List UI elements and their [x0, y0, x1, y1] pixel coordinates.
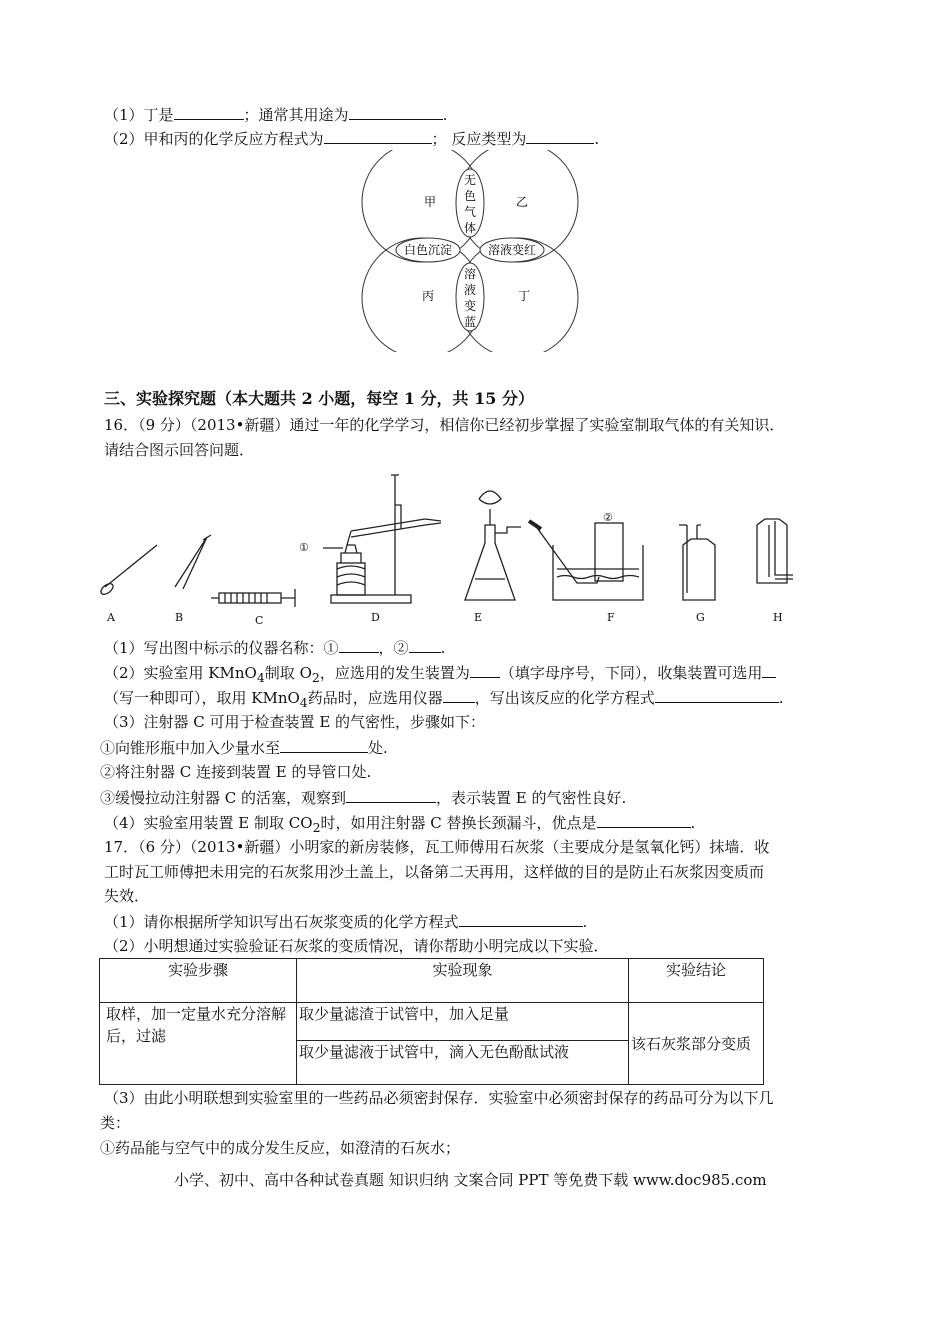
svg-text:H: H — [773, 611, 783, 624]
venn-label-bing: 丙 — [421, 289, 435, 303]
svg-text:G: G — [696, 611, 705, 624]
svg-text:体: 体 — [463, 221, 477, 235]
venn-label-jia: 甲 — [423, 195, 437, 209]
q15-part2: （2）甲和丙的化学反应方程式为 ； 反应类型为 . — [104, 127, 599, 150]
svg-text:F: F — [607, 611, 615, 624]
svg-text:B: B — [175, 611, 184, 624]
q16-step1: ①向锥形瓶中加入少量水至 处. — [100, 736, 388, 759]
gas-bottle-h — [757, 519, 793, 583]
svg-text:D: D — [371, 611, 380, 624]
q16-step3: ③缓慢拉动注射器 C 的活塞，观察到 ，表示装置 E 的气密性良好. — [100, 786, 626, 809]
water-trough-f — [529, 521, 643, 600]
svg-text:无: 无 — [463, 173, 477, 187]
q17-part3: （3）由此小明联想到实验室里的一些药品必须密封保存．实验室中必须密封保存的药品可分为以下几 — [104, 1089, 774, 1107]
venn-label-yi: 乙 — [515, 195, 529, 209]
q17-part3-item: ①药品能与空气中的成分发生反应，如澄清的石灰水； — [100, 1139, 461, 1157]
q16-part2-cont: （写一种即可），取用 KMnO$_4$药品时，应选用仪器 ，写出该反应的化学方程式 . — [104, 686, 784, 714]
venn-overlap-right: 溶液变红 — [487, 243, 537, 257]
svg-text:色: 色 — [463, 189, 477, 203]
svg-text:溶: 溶 — [463, 267, 477, 281]
apparatus-figure — [95, 465, 810, 630]
q16-part2: （2）实验室用 KMnO$_4$制取 $O_2$，应选用的发生装置为 （填字母序号，下同），收集装置可选用 — [104, 661, 776, 689]
marker-2: ② — [603, 511, 613, 524]
syringe-c — [211, 589, 295, 607]
answer-blank — [526, 127, 594, 144]
q16-step2: ②将注射器 C 连接到装置 E 的导管口处. — [100, 763, 372, 781]
venn-label-ding: 丁 — [517, 289, 531, 303]
table-header: 实验现象 — [297, 959, 629, 1003]
svg-text:变: 变 — [463, 299, 477, 313]
experiment-table — [99, 958, 764, 1085]
table-header: 实验结论 — [629, 959, 764, 1003]
page-footer: 小学、初中、高中各种试卷真题 知识归纳 文案合同 PPT 等免费下载 www.doc985.com — [174, 1171, 767, 1189]
gas-bottle-g — [679, 525, 715, 600]
venn-overlap-left: 白色沉淀 — [403, 243, 453, 257]
q15-part1: （1）丁是 ；通常其用途为 . — [104, 103, 447, 126]
svg-text:蓝: 蓝 — [463, 315, 477, 329]
q17-intro: 17．（6 分）（2013•新疆）小明家的新房装修，瓦工师傅用石灰浆（主要成分是氢氧化钙）抹墙．收 — [104, 838, 770, 856]
answer-blank — [174, 103, 244, 120]
table-cell-conclusion: 该石灰浆部分变质 — [629, 1003, 764, 1085]
svg-text:C: C — [255, 614, 264, 627]
svg-text:液: 液 — [463, 283, 477, 297]
q16-part3: （3）注射器 C 可用于检查装置 E 的气密性，步骤如下： — [104, 713, 486, 731]
q16-part1: （1）写出图中标示的仪器名称：① ，② . — [104, 636, 445, 659]
q16-part4: （4）实验室用装置 E 制取 $CO_2$时，如用注射器 C 替换长颈漏斗，优点是 . — [104, 811, 695, 839]
section-title: 三、实验探究题（本大题共 2 小题，每空 1 分，共 15 分） — [104, 389, 534, 408]
table-cell-phenomenon: 取少量滤渣于试管中，加入足量 — [297, 1003, 629, 1041]
spoon-a — [105, 545, 157, 587]
heating-apparatus-d — [323, 475, 441, 603]
answer-blank — [324, 127, 432, 144]
q17-part3-cont: 类： — [100, 1114, 131, 1132]
answer-blank — [349, 103, 443, 120]
svg-text:A: A — [107, 611, 115, 624]
table-cell-phenomenon: 取少量滤液于试管中，滴入无色酚酞试液 — [297, 1041, 629, 1085]
marker-1: ① — [299, 541, 309, 554]
q16-intro-2: 请结合图示回答问题． — [104, 441, 255, 459]
q17-intro-2: 工时瓦工师傅把未用完的石灰浆用沙土盖上，以备第二天再用，这样做的目的是防止石灰浆因变质而 — [104, 863, 765, 881]
flask-e — [465, 491, 521, 600]
table-cell-step: 取样，加一定量水充分溶解后，过滤 — [100, 1003, 297, 1085]
table-header: 实验步骤 — [100, 959, 297, 1003]
q17-part1: （1）请你根据所学知识写出石灰浆变质的化学方程式 . — [104, 910, 587, 933]
venn-diagram — [360, 150, 592, 352]
q17-part2: （2）小明想通过实验验证石灰浆的变质情况，请你帮助小明完成以下实验． — [104, 937, 609, 955]
q16-intro: 16．（9 分）（2013•新疆）通过一年的化学学习，相信你已经初步掌握了实验室制取气体的有关知识． — [104, 416, 785, 434]
q17-intro-3: 失效． — [104, 887, 150, 905]
svg-text:E: E — [474, 611, 483, 624]
svg-text:气: 气 — [463, 205, 477, 219]
tongs-b — [175, 535, 211, 589]
